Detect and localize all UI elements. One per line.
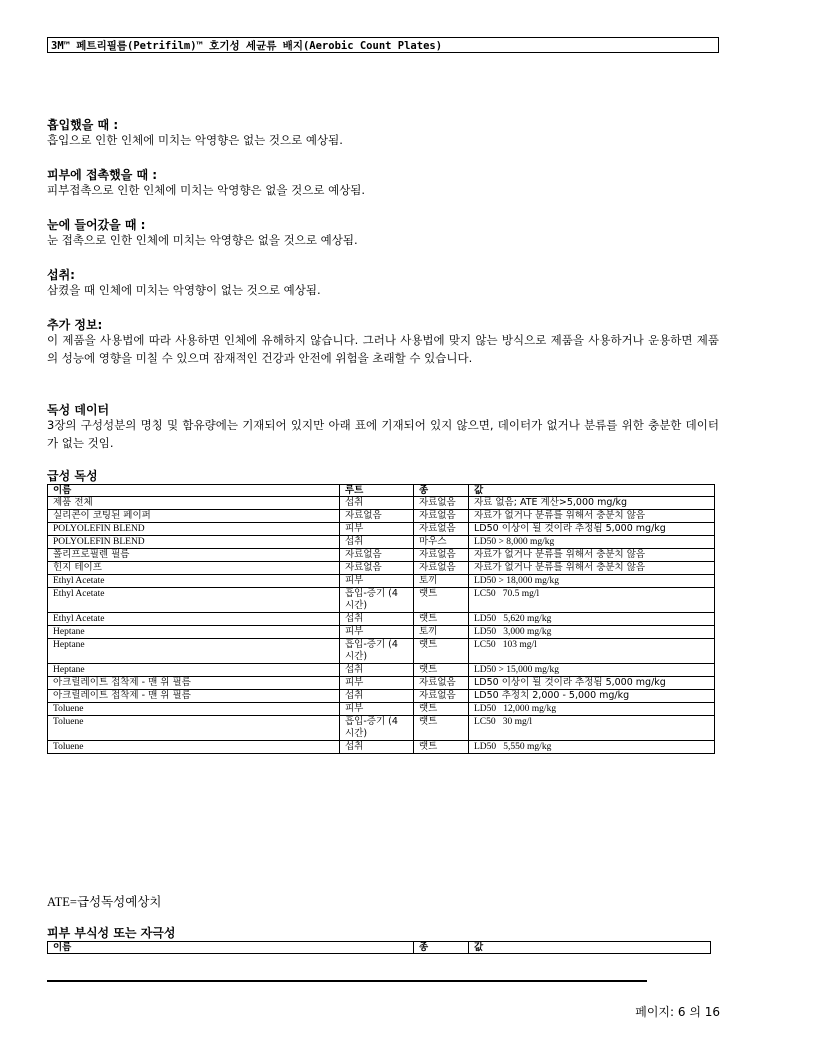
- cell-route: 피부: [340, 575, 414, 588]
- cell-name: Toluene: [48, 716, 340, 741]
- column-header-species: 종: [414, 942, 469, 954]
- cell-name: Heptane: [48, 664, 340, 677]
- table-row: [48, 639, 715, 664]
- cell-name: Heptane: [48, 626, 340, 639]
- section-text-eye-contact: 눈 접촉으로 인한 인체에 미치는 악영향은 없을 것으로 예상됨.: [47, 233, 358, 247]
- table-row: [48, 510, 715, 523]
- cell-route: 흡입-증기 (4 시간): [340, 716, 414, 741]
- column-header-route: 루트: [340, 485, 414, 497]
- cell-value: LD50 5,550 mg/kg: [469, 741, 715, 754]
- cell-species: 자료없음: [414, 510, 469, 523]
- skin-corrosion-table: [47, 941, 711, 954]
- table-row: [48, 626, 715, 639]
- cell-species: 마우스: [414, 536, 469, 549]
- section-heading-additional-info: 추가 정보:: [47, 318, 103, 332]
- cell-value: LD50 이상이 될 것이라 추정됨 5,000 mg/kg: [469, 677, 715, 690]
- cell-species: 자료없음: [414, 497, 469, 510]
- acute-toxicity-heading: 급성 독성: [47, 469, 98, 483]
- cell-value: LC50 30 mg/l: [469, 716, 715, 741]
- table-row: [48, 562, 715, 575]
- cell-value: LC50 103 mg/l: [469, 639, 715, 664]
- cell-species: 토끼: [414, 626, 469, 639]
- cell-value: LD50 > 8,000 mg/kg: [469, 536, 715, 549]
- cell-species: 랫트: [414, 664, 469, 677]
- cell-route: 피부: [340, 523, 414, 536]
- cell-species: 랫트: [414, 639, 469, 664]
- cell-name: Toluene: [48, 703, 340, 716]
- document-header: 3M™ 페트리필름(Petrifilm)™ 호기성 세균류 배지(Aerobic Count Plates): [47, 37, 719, 53]
- cell-species: 자료없음: [414, 562, 469, 575]
- cell-name: 아크릴레이트 접착제 - 맨 위 필름: [48, 690, 340, 703]
- cell-name: 힌지 테이프: [48, 562, 340, 575]
- section-heading-skin-contact: 피부에 접촉했을 때 :: [47, 168, 158, 182]
- cell-route: 흡입-증기 (4 시간): [340, 588, 414, 613]
- cell-value: LD50 12,000 mg/kg: [469, 703, 715, 716]
- section-text-ingestion: 삼켰을 때 인체에 미치는 악영향이 없는 것으로 예상됨.: [47, 283, 321, 297]
- cell-species: 자료없음: [414, 677, 469, 690]
- cell-route: 피부: [340, 703, 414, 716]
- cell-name: 실리콘이 코팅된 페이퍼: [48, 510, 340, 523]
- cell-route: 자료없음: [340, 510, 414, 523]
- cell-species: 랫트: [414, 703, 469, 716]
- cell-value: 자료가 없거나 분류를 위해서 충분치 않음: [469, 549, 715, 562]
- section-heading-ingestion: 섭취:: [47, 268, 75, 282]
- section-text-skin-contact: 피부접촉으로 인한 인체에 미치는 악영향은 없을 것으로 예상됨.: [47, 183, 366, 197]
- cell-species: 랫트: [414, 716, 469, 741]
- cell-value: LC50 70.5 mg/l: [469, 588, 715, 613]
- column-header-name: 이름: [48, 485, 340, 497]
- column-header-value: 값: [469, 942, 711, 954]
- cell-name: 아크릴레이트 접착제 - 맨 위 필름: [48, 677, 340, 690]
- table-row: [48, 613, 715, 626]
- cell-route: 피부: [340, 626, 414, 639]
- table-row: [48, 690, 715, 703]
- table-row: [48, 664, 715, 677]
- cell-route: 섭취: [340, 497, 414, 510]
- ate-note: ATE=급성독성예상치: [47, 895, 162, 909]
- footer-rule: [47, 980, 647, 982]
- table-row: [48, 741, 715, 754]
- table-row: [48, 677, 715, 690]
- cell-route: 피부: [340, 677, 414, 690]
- table-row: [48, 536, 715, 549]
- table-row: [48, 716, 715, 741]
- column-header-name: 이름: [48, 942, 414, 954]
- cell-value: LD50 > 18,000 mg/kg: [469, 575, 715, 588]
- cell-name: 제품 전체: [48, 497, 340, 510]
- column-header-species: 종: [414, 485, 469, 497]
- column-header-value: 값: [469, 485, 715, 497]
- cell-route: 섭취: [340, 664, 414, 677]
- cell-route: 자료없음: [340, 562, 414, 575]
- cell-route: 섭취: [340, 613, 414, 626]
- table-row: [48, 497, 715, 510]
- section-heading-eye-contact: 눈에 들어갔을 때 :: [47, 218, 146, 232]
- cell-value: 자료가 없거나 분류를 위해서 충분치 않음: [469, 510, 715, 523]
- cell-value: LD50 이상이 될 것이라 추정됨 5,000 mg/kg: [469, 523, 715, 536]
- table-header-row: [48, 942, 711, 954]
- table-row: [48, 703, 715, 716]
- cell-route: 섭취: [340, 690, 414, 703]
- cell-name: Heptane: [48, 639, 340, 664]
- table-row: [48, 523, 715, 536]
- cell-value: 자료가 없거나 분류를 위해서 충분치 않음: [469, 562, 715, 575]
- cell-species: 랫트: [414, 588, 469, 613]
- table-row: [48, 588, 715, 613]
- table-header-row: [48, 485, 715, 497]
- cell-value: LD50 3,000 mg/kg: [469, 626, 715, 639]
- cell-species: 자료없음: [414, 523, 469, 536]
- cell-value: 자료 없음; ATE 계산>5,000 mg/kg: [469, 497, 715, 510]
- cell-route: 자료없음: [340, 549, 414, 562]
- cell-value: LD50 추정치 2,000 - 5,000 mg/kg: [469, 690, 715, 703]
- cell-route: 섭취: [340, 741, 414, 754]
- cell-name: Ethyl Acetate: [48, 613, 340, 626]
- cell-species: 자료없음: [414, 549, 469, 562]
- cell-species: 자료없음: [414, 690, 469, 703]
- cell-name: 폴리프로필렌 필름: [48, 549, 340, 562]
- cell-name: POLYOLEFIN BLEND: [48, 523, 340, 536]
- cell-name: POLYOLEFIN BLEND: [48, 536, 340, 549]
- cell-route: 섭취: [340, 536, 414, 549]
- section-text-toxicity-data: 3장의 구성성분의 명칭 및 함유량에는 기재되어 있지만 아래 표에 기재되어 있지 않으면, 데이터가 없거나 분류를 위한 충분한 데이터가 없는 것임.: [47, 418, 719, 450]
- table-row: [48, 575, 715, 588]
- cell-name: Toluene: [48, 741, 340, 754]
- skin-corrosion-heading: 피부 부식성 또는 자극성: [47, 926, 176, 940]
- section-heading-inhalation: 흡입했을 때 :: [47, 118, 119, 132]
- cell-name: Ethyl Acetate: [48, 575, 340, 588]
- table-row: [48, 549, 715, 562]
- section-text-additional-info: 이 제품을 사용법에 따라 사용하면 인체에 유해하지 않습니다. 그러나 사용법에 맞지 않는 방식으로 제품을 사용하거나 운용하면 제품의 성능에 영향을 미칠 수 있으며 잠재적인 건강과 안전에 위험을 초래할 수 있습니다.: [47, 333, 719, 365]
- cell-name: Ethyl Acetate: [48, 588, 340, 613]
- cell-species: 랫트: [414, 613, 469, 626]
- page-number: 페이지: 6 의 16: [635, 1005, 720, 1019]
- cell-value: LD50 > 15,000 mg/kg: [469, 664, 715, 677]
- cell-species: 랫트: [414, 741, 469, 754]
- cell-route: 흡입-증기 (4 시간): [340, 639, 414, 664]
- cell-species: 토끼: [414, 575, 469, 588]
- section-text-inhalation: 흡입으로 인한 인체에 미치는 악영향은 없는 것으로 예상됨.: [47, 133, 343, 147]
- acute-toxicity-table: [47, 484, 715, 754]
- section-heading-toxicity-data: 독성 데이터: [47, 403, 110, 417]
- cell-value: LD50 5,620 mg/kg: [469, 613, 715, 626]
